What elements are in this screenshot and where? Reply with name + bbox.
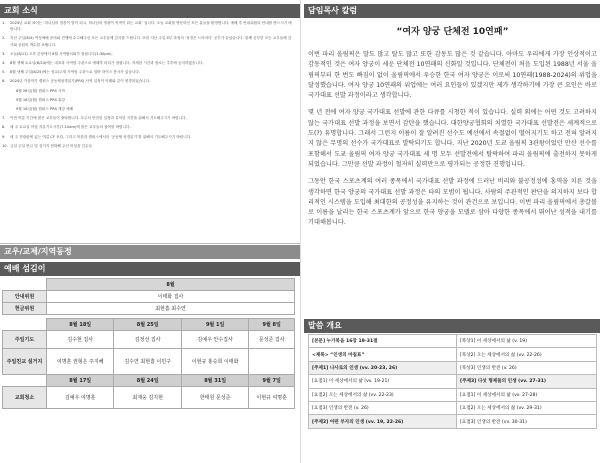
table-row bbox=[309, 415, 597, 428]
date-cell: 9월 1일 bbox=[181, 319, 248, 331]
column-title: 담임목사 칼럼 bbox=[308, 6, 358, 15]
cell: 김수현 집사 bbox=[47, 331, 114, 349]
table-row bbox=[3, 291, 295, 303]
row-label: 주일친교 설거지 bbox=[3, 349, 47, 375]
news-item bbox=[2, 115, 292, 121]
cell: 김예우 안수집사 bbox=[181, 331, 248, 349]
column-paragraph: 그동안 한국 스포츠계의 여러 종목에서 국가대표 선발 과정에 드러난 비리와 불공정성에 홍역을 치른 것을 생각하면 한국 양궁의 국가대표 선발 과정은 타의 모범이 됩니다. 사람의 주관적인 판단을 의지하지 보다 합리적인 시스템을 도입해 최대한의 공정성을 유지하는 것이 관건으로 보입니다. 이번 파리 올림픽에서 총갈볼로 이름을 날리는 한국 스포츠계가 앞으로 한국 양궁을 모델로 삼아 다양한 종목에서 뛰어난 성적을 내기를 기대해봅니다. bbox=[308, 178, 597, 227]
date-cell: 8월 24일 bbox=[114, 375, 181, 387]
cell bbox=[249, 349, 295, 375]
table-row bbox=[3, 349, 295, 375]
cell: 한태원 문성준 bbox=[181, 387, 248, 409]
blank-cell bbox=[3, 279, 47, 291]
cell: 최재웅 김지현 bbox=[114, 387, 181, 409]
outline-cell: [묵상2] 오는 세상에서의 삶 (vv. 22-26) bbox=[456, 348, 596, 361]
outline-cell: [주제1] 나사로의 인생 (vv. 20-23, 26) bbox=[309, 361, 457, 374]
news-item-number: 5. bbox=[2, 70, 6, 75]
ministry-section-header bbox=[0, 262, 300, 276]
cell: 이현규 홍승희 이태화 bbox=[181, 349, 248, 375]
outline-cell: [묵상3] 인생의 반전 (v. 26) bbox=[456, 361, 596, 374]
column-divider bbox=[300, 0, 301, 463]
table-row bbox=[309, 361, 597, 374]
news-item bbox=[2, 143, 292, 149]
outline-cell: [요점3] 인생의 반전 (v. 26) bbox=[309, 401, 457, 414]
cell: 김정선 집사 bbox=[114, 331, 181, 349]
row-label: 안내위원 bbox=[3, 291, 47, 303]
outline-cell: [주제3] 다섯 형제들의 인생 (vv. 27-31) bbox=[456, 375, 596, 388]
fellowship-title: 교우/교제/지역동정 bbox=[4, 247, 72, 256]
fellowship-section-header bbox=[0, 245, 300, 259]
column-section-header bbox=[304, 4, 600, 18]
news-item-text: 매 주 토요일 아침 자유기도시간(7-10am)에 많은 교우들의 참여를 바랍니다. bbox=[10, 125, 131, 130]
date-header-row bbox=[3, 375, 295, 387]
column-body bbox=[308, 50, 597, 236]
cell: 김수연 최현흠 이민구 bbox=[114, 349, 181, 375]
news-item-number: 8. bbox=[2, 125, 6, 130]
date-cell: 8월 18일 bbox=[47, 319, 114, 331]
column-heading: “여자 양궁 단체전 10연패” bbox=[396, 27, 509, 37]
news-item bbox=[2, 88, 292, 94]
table-row bbox=[309, 348, 597, 361]
outline-cell: <제목> “인생의 마침표” bbox=[309, 348, 457, 361]
news-item-number: 7. bbox=[2, 116, 6, 121]
sermon-section-header bbox=[304, 319, 600, 333]
sermon-title: 말씀 개요 bbox=[308, 321, 342, 330]
news-section-header bbox=[0, 4, 300, 18]
news-item-text: 오늘(8/11) 오후 본당에서 8월 사역협의회가 열립니다(1:30pm). bbox=[10, 51, 113, 56]
news-item bbox=[2, 69, 292, 75]
cell: 여명훈 권형은 주지혜 bbox=[47, 349, 114, 375]
outline-cell: [본문] 누가복음 16장 19-31절 bbox=[309, 335, 457, 348]
table-row bbox=[309, 401, 597, 414]
outline-cell: [요점2] 오는 세상에서의 삶 (vv. 29-31) bbox=[456, 401, 596, 414]
news-item-text: 8월 넷째 주일(8/25)에는 성교/주재 사역팀 주관으로 열바 하이스 봉사가 있습니다. bbox=[10, 70, 140, 75]
news-item bbox=[2, 35, 292, 47]
date-cell: 8월 31일 bbox=[181, 375, 248, 387]
row-label: 주일기도 bbox=[3, 331, 47, 349]
news-item-text: 2024년 가을학기 캠퍼스 공동체성경읽기(PRS) 사역 일정이 아래와 같이 변경되었습니다. bbox=[10, 79, 151, 84]
ministry-table bbox=[2, 278, 295, 409]
news-item bbox=[2, 20, 292, 32]
news-item-number: 9. bbox=[2, 134, 6, 139]
cell: 이현규 여명훈 bbox=[249, 387, 295, 409]
news-item-number bbox=[2, 106, 10, 112]
news-item-number bbox=[2, 88, 10, 94]
news-item-text: 지난 주일(8/4) 여성예배 준비와 진행에 수고해주신 모든 교우들께 감사를 드립니다. 또한 지난 주일 4부 과정의 ‘성경은 드라마다’ 공부가 끝났습니다. 함께 공부한 모든 교우들께 감사와 응원의 박수를 보냅니다. bbox=[10, 36, 292, 47]
news-item bbox=[2, 78, 292, 84]
row-value: 최현흠 최수연 bbox=[47, 303, 295, 315]
row-label: 교회청소 bbox=[3, 387, 47, 409]
news-item-number: 3. bbox=[2, 51, 6, 56]
cell: 김예우 여명훈 bbox=[47, 387, 114, 409]
news-item-number: 10. bbox=[2, 143, 8, 148]
table-row bbox=[3, 387, 295, 409]
column-paragraph: 몇 년 전에 여자 양궁 국가대표 선발에 관한 다큐를 시청한 적이 있습니다. 실력 외에는 어떤 것도 고려하지 않는 국가대표 선발 과정을 보면서 감탄을 했습니다. 대한양궁협회의 치열한 국가대표 선발전은 세계적으로도(?) 유명합니다. 그래서 그런지 이름이 잘 알려진 선수도 예선에서 속절없이 떨어지기도 하고 전혀 알려지지 않은 무명의 선수가 국가대표로 발탁되기도 합니다. 지난 2020년 도쿄 올림픽 3관왕이었던 안산 선수를 포함해서 도쿄 올림픽 여자 양궁 국가대표 세 명 모두 선발전에서 탈락하여 파리 올림픽에 출전하지 못하게 되었습니다. 그만큼 선발 과정이 철저히 실력만으로 평가되는 공정한 진행입니다. bbox=[308, 109, 597, 168]
news-item-text: 이번 여름 기간에 많은 교우들이 출타합니다. 모두의 안전한 일정과 유익한 시간을 위해서 기도해주시기 바랍니다. bbox=[10, 116, 187, 121]
news-item-number: 2. bbox=[2, 36, 6, 41]
row-value: 이태화 집사 bbox=[47, 291, 295, 303]
news-item-number: 1. bbox=[2, 21, 6, 25]
news-item-text: 9월 16일(월) 캠퍼스 PRS 개강 예배 bbox=[16, 107, 74, 112]
sermon-table bbox=[308, 334, 597, 429]
table-row bbox=[309, 335, 597, 348]
news-item bbox=[2, 106, 292, 112]
ministry-table-wrapper bbox=[2, 278, 295, 409]
date-header-row bbox=[3, 319, 295, 331]
cell: 문성준 집사 bbox=[249, 331, 295, 349]
row-label: 헌금위원 bbox=[3, 303, 47, 315]
news-item-number: 4. bbox=[2, 61, 6, 66]
table-row bbox=[3, 303, 295, 315]
outline-cell: [요점3] 인생의 반전 (vv. 30-31) bbox=[456, 415, 596, 428]
outline-cell: [요점1] 이 세상에서의 삶 (vv. 27-28) bbox=[456, 388, 596, 401]
news-item-number: 6. bbox=[2, 79, 6, 84]
news-item bbox=[2, 97, 292, 103]
table-row bbox=[309, 388, 597, 401]
date-cell: 9월 8일 bbox=[249, 319, 295, 331]
date-cell: 9월 7일 bbox=[249, 375, 295, 387]
news-item bbox=[2, 134, 292, 140]
news-item-text: 금일 주일 헌금 및 설거지 헌화해 주신 어성을 감수들 bbox=[10, 143, 93, 148]
news-list bbox=[2, 20, 292, 152]
news-item-text: 9월 16일(월) 캠퍼스 PRS 휴강 bbox=[16, 97, 65, 102]
outline-cell: [주제2] 어떤 부자의 인생 (vv. 19, 22-26) bbox=[309, 415, 457, 428]
news-title: 교회 소식 bbox=[4, 6, 38, 15]
news-item bbox=[2, 60, 292, 66]
news-item-number bbox=[2, 97, 10, 103]
date-cell: 8월 25일 bbox=[114, 319, 181, 331]
table-row bbox=[3, 331, 295, 349]
news-item-text: 8월 26일(월) 캠퍼스 PRS 시작 bbox=[16, 88, 65, 93]
month-header: 8월 bbox=[47, 279, 295, 291]
sermon-outline bbox=[308, 334, 597, 429]
news-item-text: 매 주 전광판에 있는 여름 CF 포칼, 그리고 북한과 캠퍼스에서의 ‘공동체 성경읽기’를 위해서 기도해주시기 바랍니다. bbox=[10, 134, 192, 139]
section-divider bbox=[0, 243, 300, 244]
ministry-title: 예배 섬김이 bbox=[4, 264, 46, 273]
outline-cell: [요점1] 이 세상에서의 삶 (vv. 19-21) bbox=[309, 375, 457, 388]
news-item-text: 2024년 교회 표어는 ‘하나님의 말씀이 법이 되고, 하나님의 영광이 목적이 되는 교회’ 입니다. 오늘 교회를 방문하신 모든 분들을 환영합니다. 예배 후 안내위원의 안내를 받으시기 바랍니다. bbox=[10, 21, 292, 32]
table-row bbox=[309, 375, 597, 388]
outline-cell: [묵상1] 이 세상에서의 삶 (v. 19) bbox=[456, 335, 596, 348]
date-cell: 8월 17일 bbox=[47, 375, 114, 387]
news-item bbox=[2, 51, 292, 57]
column-paragraph: 이번 파리 올림픽은 말도 많고 탈도 많고 또한 감동도 많은 것 같습니다. 아마도 우리에게 가장 인상적이고 감동적인 것은 여자 양궁이 세운 단체전 10연패의 신화일 것입니다. 단체전이 처음 도입된 1988년 서울 올림픽부터 한 번도 빠짐이 없이 올림픽에서 우승한 한국 여자 양궁은 이로써 10연패(1988-2024)의 위업을 달성했습니다. 여자 양궁 10연패의 위업에는 여러 요인들이 있겠지만 제가 생각하기에 가장 큰 요인은 바로 국가대표 선발 과정이라고 생각합니다. bbox=[308, 51, 597, 100]
news-item bbox=[2, 124, 292, 130]
outline-cell: [요점2] 오는 세상에서의 삶 (vv. 22-23) bbox=[309, 388, 457, 401]
news-item-text: 8월 셋째 토요일(8/24)에는 내포과 사역팀 주관으로 예배후 파티가 열립니다. 자세한 시간과 장소는 추후에 공지하겠습니다. bbox=[10, 61, 204, 66]
